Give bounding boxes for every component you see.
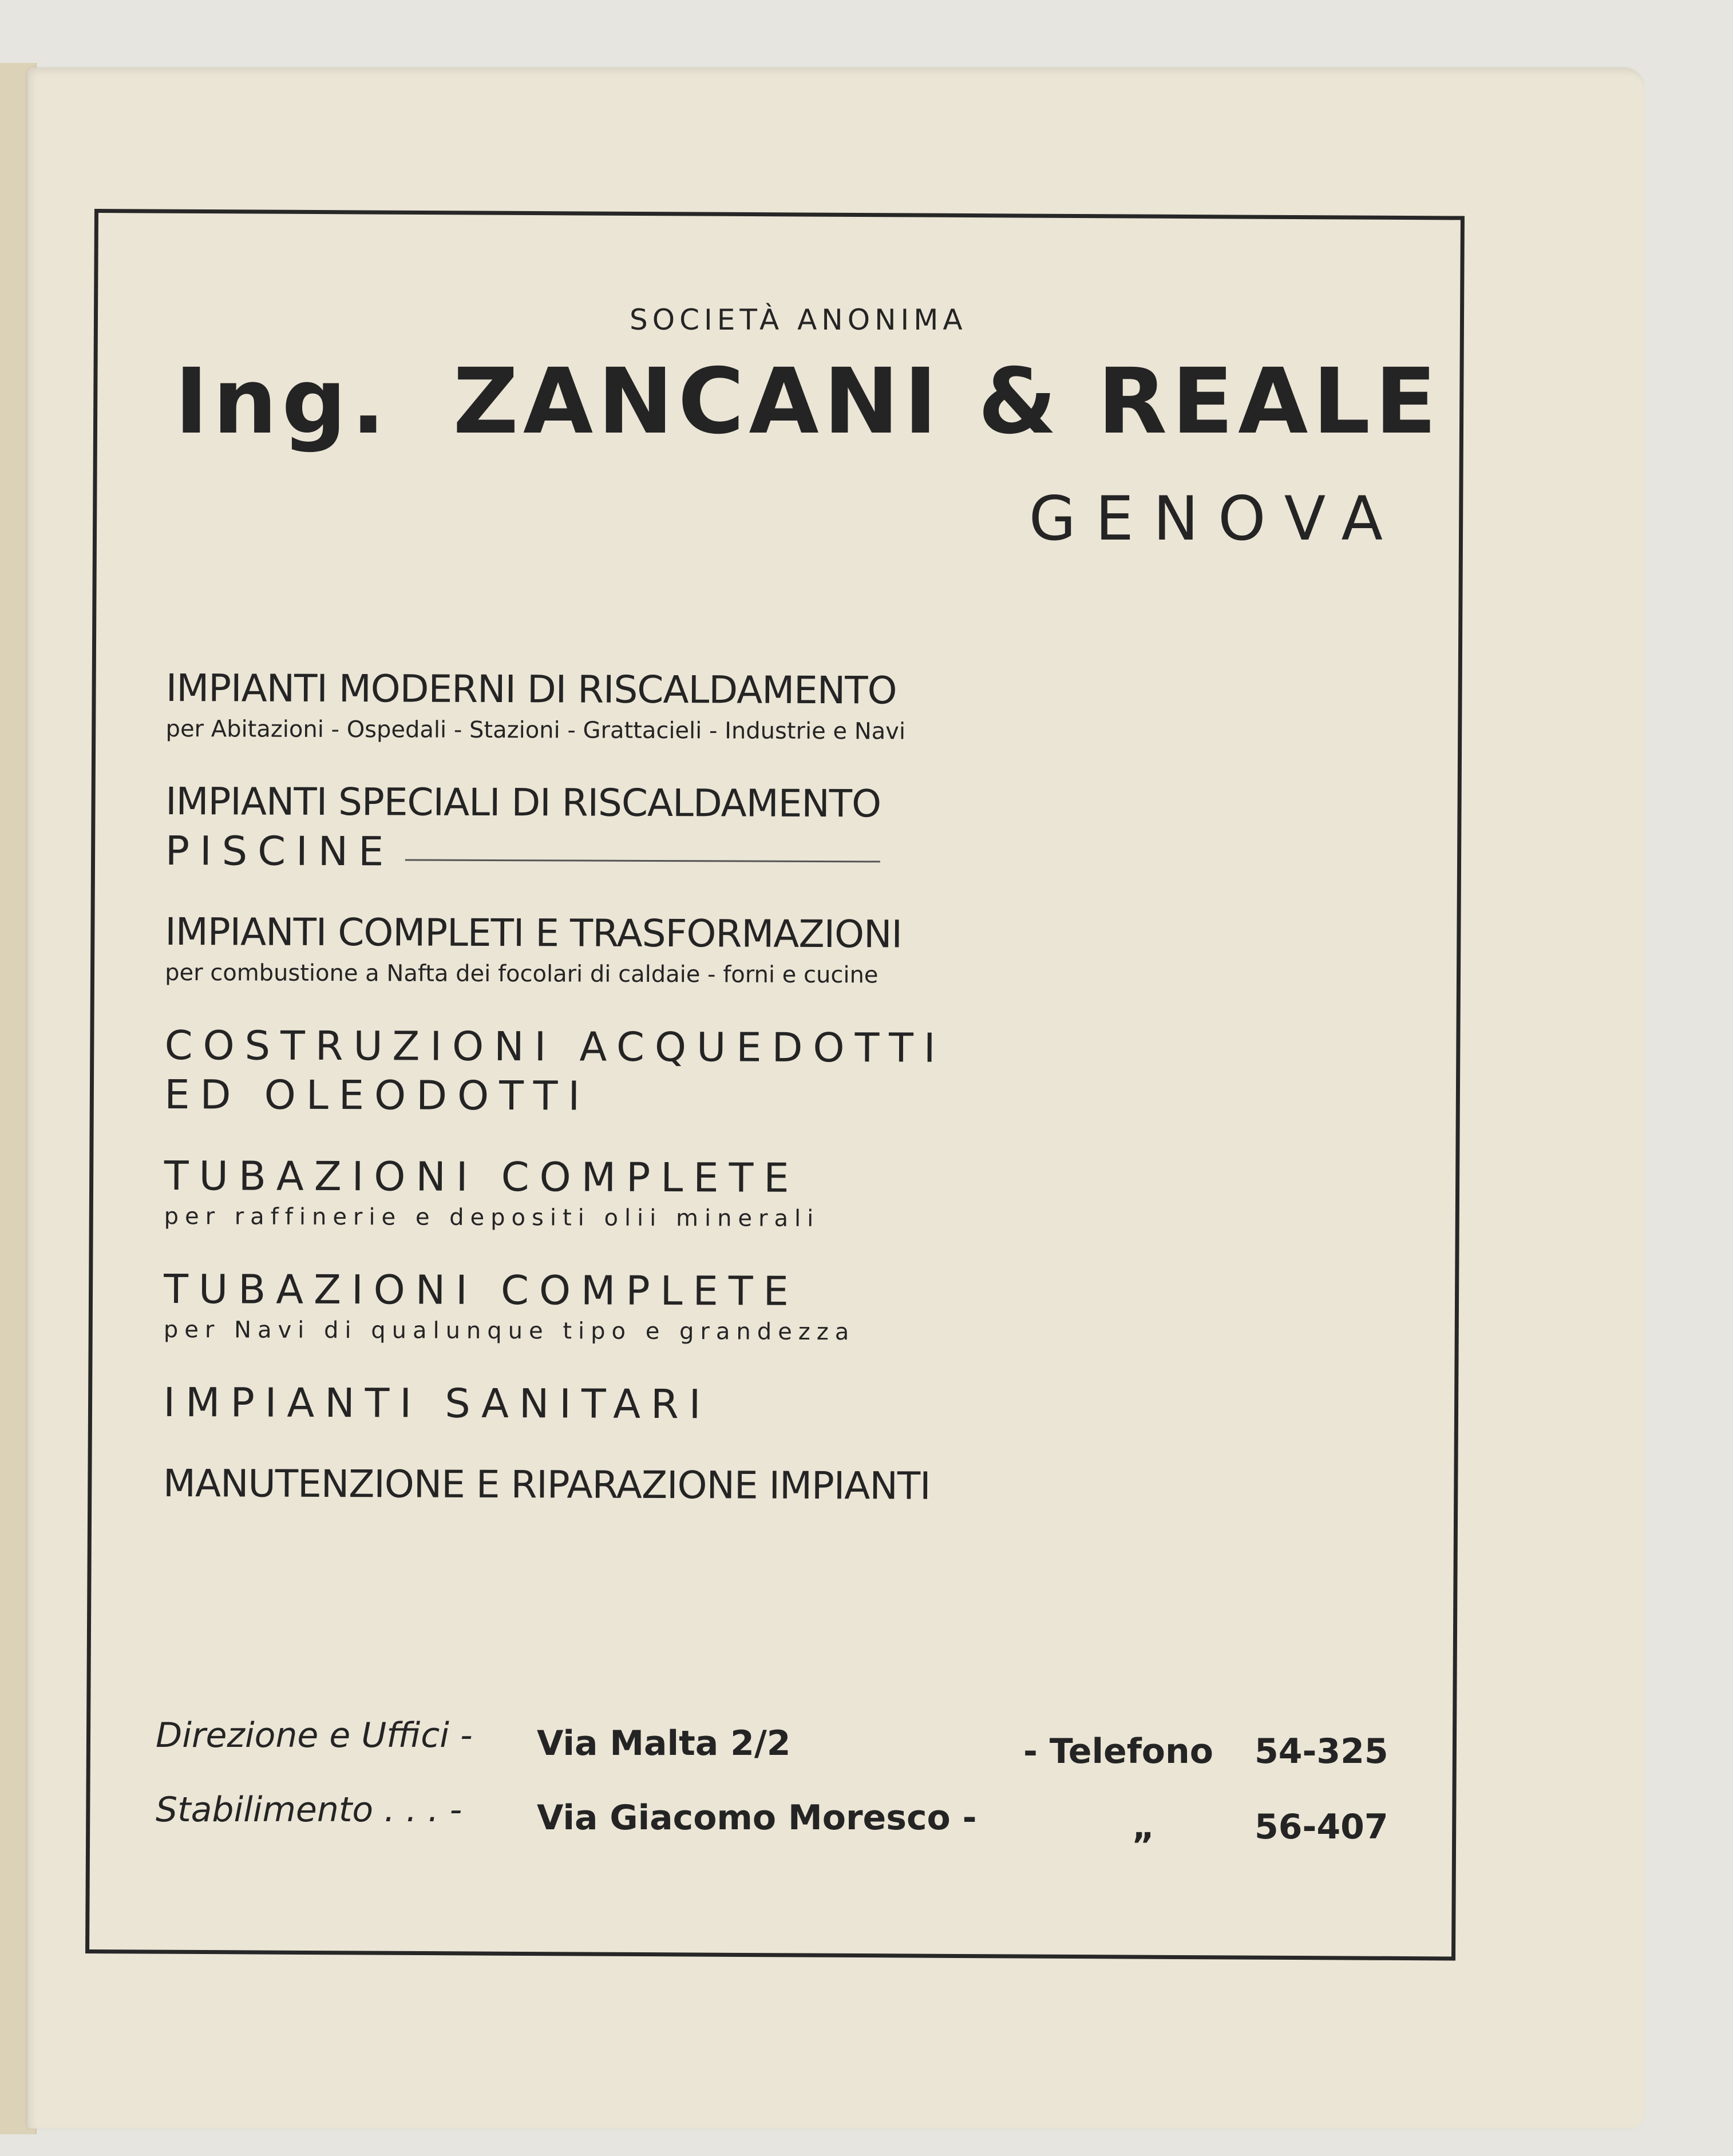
service-subtitle: per combustione a Nafta dei focolari di caldaie - forni e cucine — [165, 959, 879, 989]
plant-label: Stabilimento . . . - — [156, 1790, 462, 1830]
service-title: IMPIANTI MODERNI DI RISCALDAMENTO — [165, 666, 897, 713]
office-phone-number: 54-325 — [1255, 1731, 1388, 1771]
service-subtitle: per raffinerie e depositi olii minerali — [164, 1203, 820, 1232]
office-phone-label: - Telefono — [1023, 1731, 1213, 1771]
service-title: MANUTENZIONE E RIPARAZIONE IMPIANTI — [163, 1461, 931, 1508]
service-title: TUBAZIONI COMPLETE — [164, 1265, 799, 1315]
service-subtitle: per Abitazioni - Ospedali - Stazioni - Grattacieli - Industrie e Navi — [165, 715, 906, 745]
service-item — [165, 777, 879, 878]
service-item — [163, 1459, 931, 1511]
service-title2: PISCINE — [165, 827, 394, 875]
company-city: GENOVA — [1028, 483, 1402, 554]
company-main-name: ZANCANI & REALE — [453, 349, 1442, 454]
underline-rule — [405, 859, 880, 863]
service-title2: ED OLEODOTTI — [164, 1071, 591, 1120]
company-prefix: Ing. — [175, 349, 390, 454]
office-address: Via Malta 2/2 — [537, 1723, 791, 1763]
plant-phone-ditto: „ — [1132, 1807, 1155, 1847]
service-title: IMPIANTI COMPLETI E TRASFORMAZIONI — [165, 909, 903, 957]
plant-address: Via Giacomo Moresco - — [537, 1798, 977, 1838]
office-label: Direzione e Uffici - — [156, 1715, 473, 1755]
service-title: IMPIANTI SPECIALI DI RISCALDAMENTO — [165, 779, 881, 826]
service-title: TUBAZIONI COMPLETE — [164, 1152, 800, 1202]
service-item — [165, 907, 903, 991]
company-type: SOCIETÀ ANONIMA — [630, 303, 967, 336]
service-item — [164, 1265, 876, 1348]
service-title-line2 — [165, 826, 878, 878]
plant-phone-number: 56-407 — [1255, 1807, 1388, 1847]
company-name — [175, 349, 1442, 454]
service-item — [165, 664, 906, 747]
service-item — [163, 1378, 876, 1429]
service-title: COSTRUZIONI ACQUEDOTTI — [164, 1021, 946, 1072]
service-title: IMPIANTI SANITARI — [163, 1378, 711, 1428]
service-item — [164, 1151, 877, 1235]
service-subtitle: per Navi di qualunque tipo e grandezza — [163, 1316, 856, 1346]
services-list — [163, 664, 946, 1511]
service-item — [164, 1021, 946, 1121]
